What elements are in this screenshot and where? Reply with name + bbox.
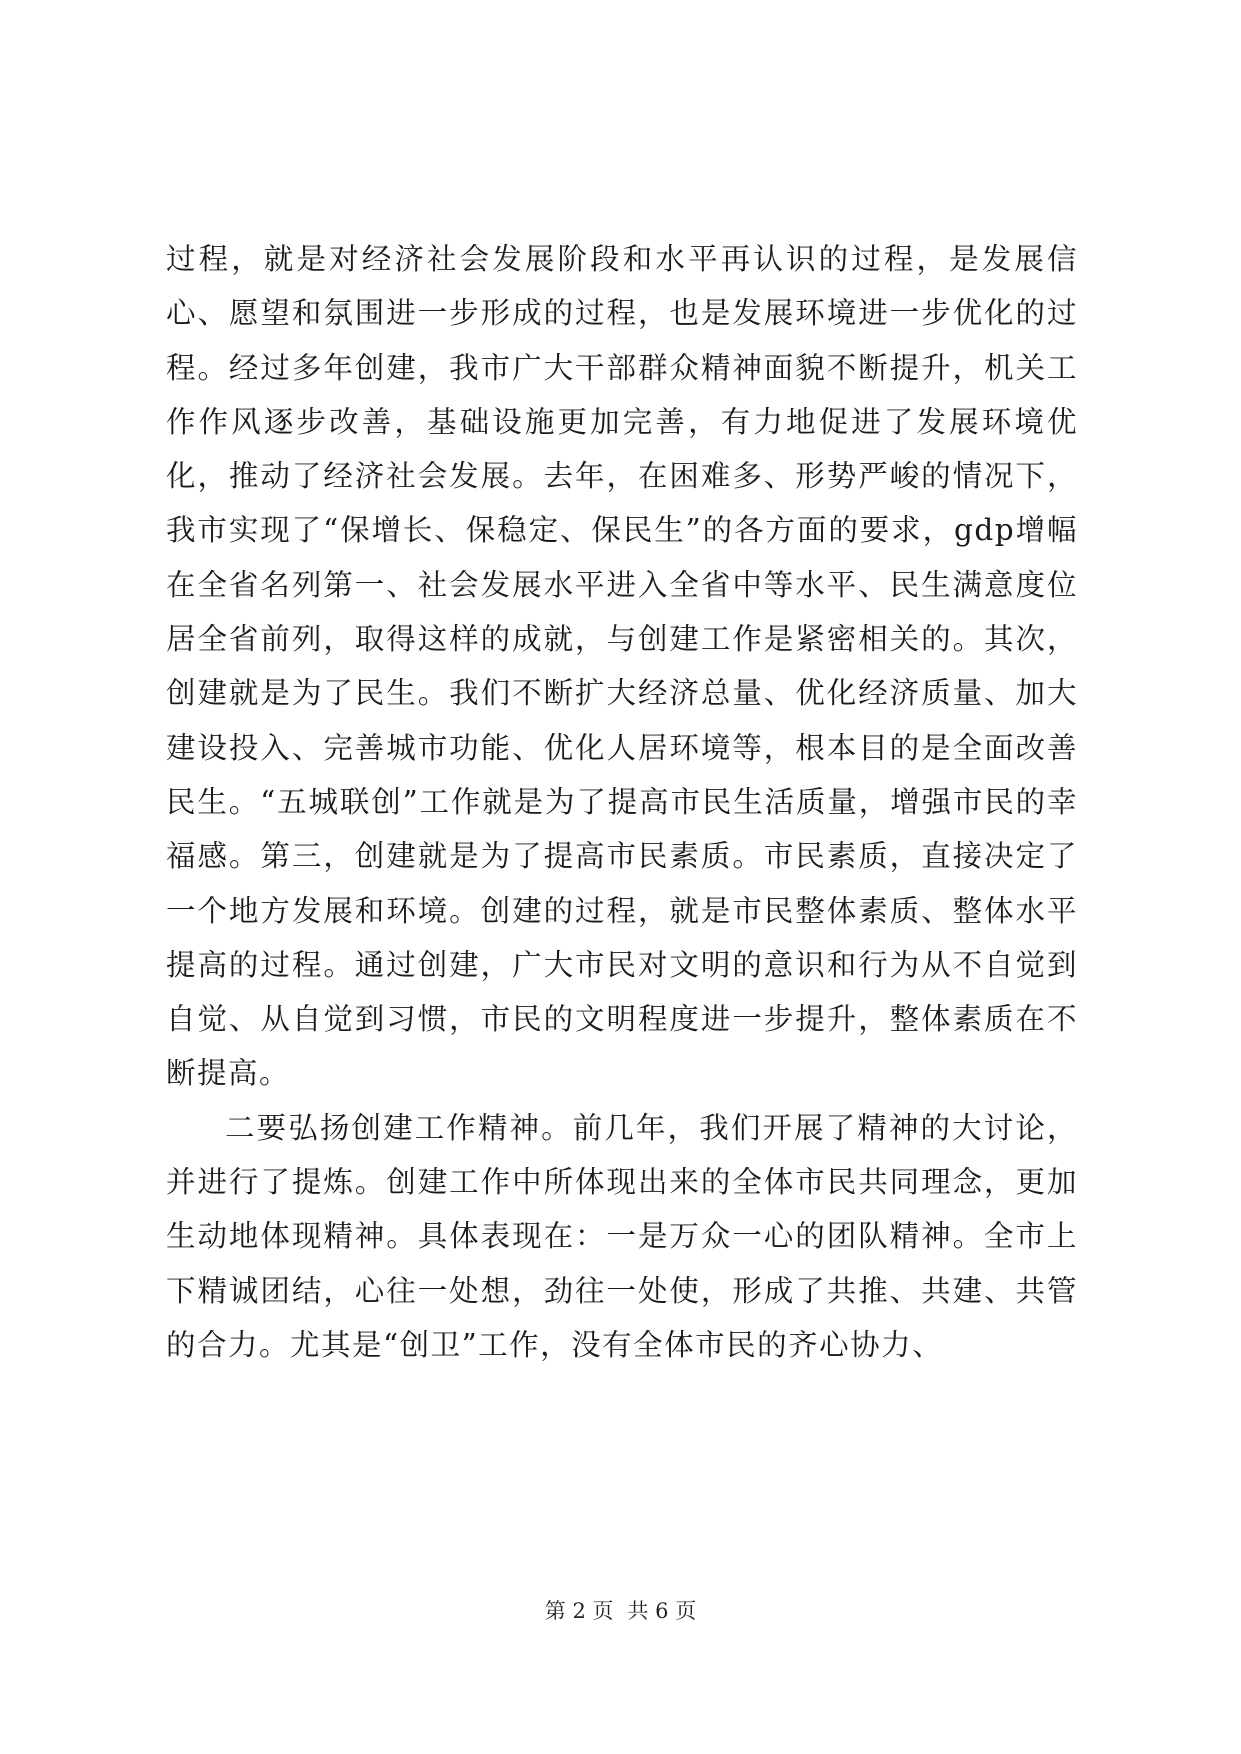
page-total: 共 6 页 [627, 1599, 697, 1623]
page-footer [0, 1598, 1241, 1624]
paragraph-second-point: 二要弘扬创建工作精神。前几年，我们开展了精神的大讨论，并进行了提炼。创建工作中所体现出来的全体市民共同理念，更加生动地体现精神。具体表现在：一是万众一心的团队精神。全市上下精诚团结，心往一处想，劲往一处使，形成了共推、共建、共管的合力。尤其是“创卫”工作，没有全体市民的齐心协力、 [166, 1110, 1078, 1362]
document-body [166, 232, 1078, 1372]
paragraph-continuation: 过程，就是对经济社会发展阶段和水平再认识的过程，是发展信心、愿望和氛围进一步形成的过程，也是发展环境进一步优化的过程。经过多年创建，我市广大干部群众精神面貌不断提升，机关工作作风逐步改善，基础设施更加完善，有力地促进了发展环境优化，推动了经济社会发展。去年，在困难多、形势严峻的情况下，我市实现了“保增长、保稳定、保民生”的各方面的要求，gdp增幅在全省名列第一、社会发展水平进入全省中等水平、民生满意度位居全省前列，取得这样的成就，与创建工作是紧密相关的。其次，创建就是为了民生。我们不断扩大经济总量、优化经济质量、加大建设投入、完善城市功能、优化人居环境等，根本目的是全面改善民生。“五城联创”工作就是为了提高市民生活质量，增强市民的幸福感。第三，创建就是为了提高市民素质。市民素质，直接决定了一个地方发展和环境。创建的过程，就是市民整体素质、整体水平提高的过程。通过创建，广大市民对文明的意识和行为从不自觉到自觉、从自觉到习惯，市民的文明程度进一步提升，整体素质在不断提高。 [166, 242, 1078, 1091]
page-number: 第 2 页 [544, 1599, 614, 1623]
